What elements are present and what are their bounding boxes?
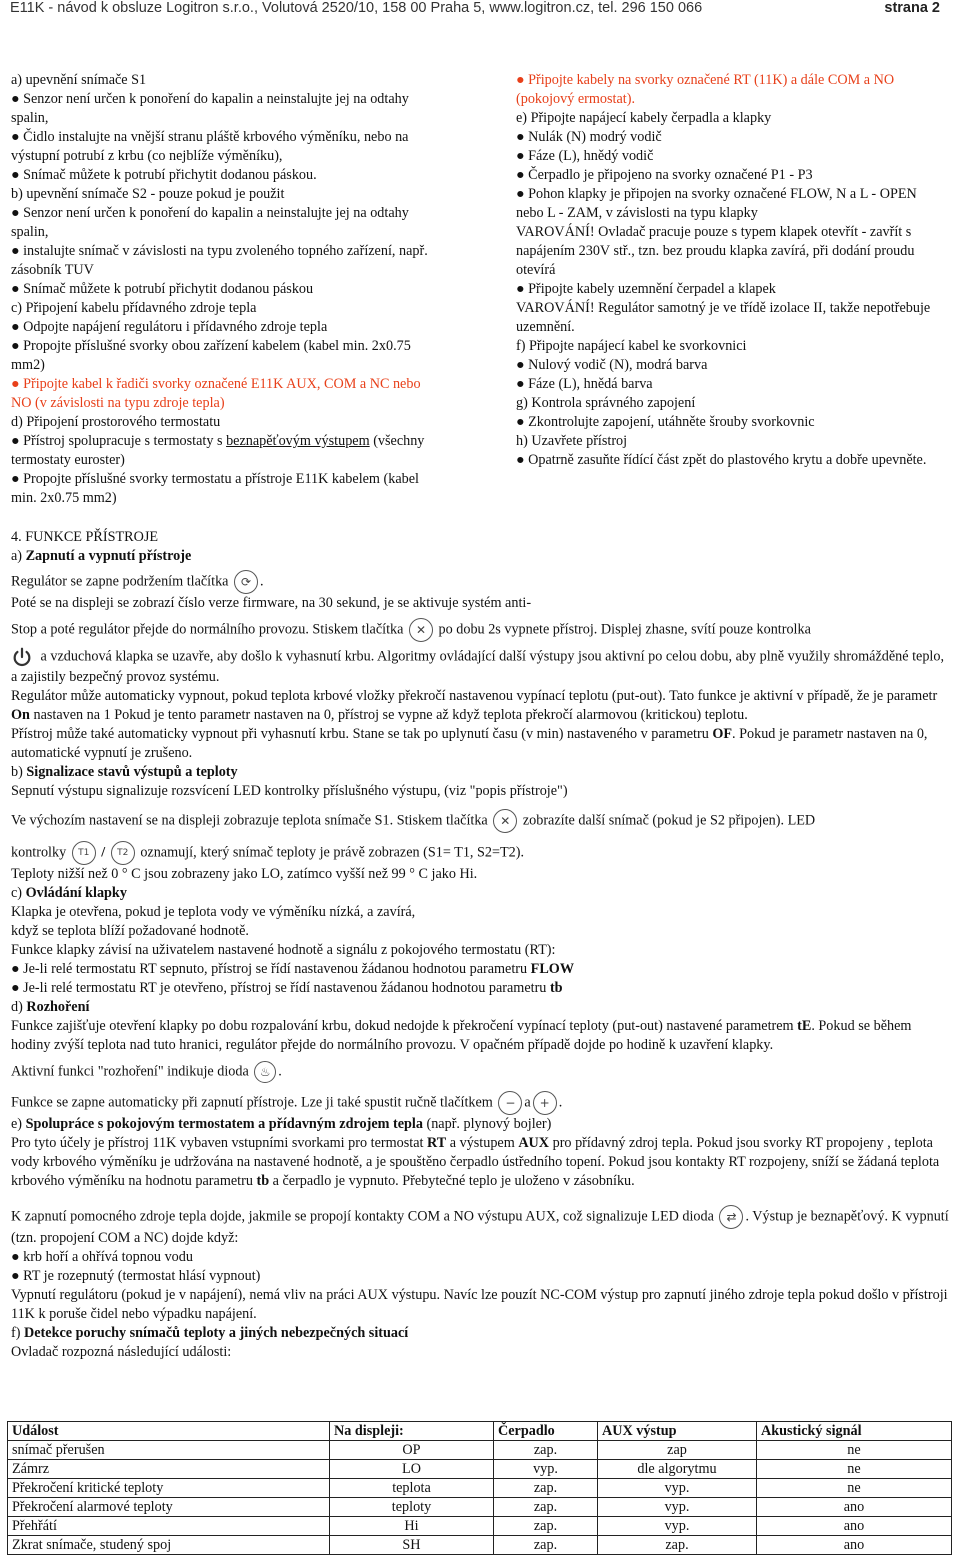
para-ignition-manual: Funkce se zapne automaticky při zapnutí přístroje. Lze ji také spustit ručně tlačítkem − a + .: [11, 1091, 951, 1115]
col-header: AUX výstup: [598, 1422, 757, 1441]
check-item-1: ● Zkontrolujte zapojení, utáhněte šrouby svorkovnic: [516, 414, 815, 430]
s1-item-1: ● Senzor není určen k ponoření do kapalin a neinstalujte jej na odtahy spalin,: [11, 91, 409, 126]
para-aux-off-1: ● krb hoří a ohřívá topnou vodu: [11, 1249, 193, 1265]
para-damper-rt: Funkce klapky závisí na uživatelem nastavené hodnotě a signálu z pokojového termostatu (RT):: [11, 942, 556, 958]
para-damper: Klapka je otevřena, pokud je teplota vody ve výměníku nízká, a zavírá, když se teplota blíží požadované hodnotě.: [11, 904, 416, 939]
para-range: Teploty nižší než 0 ° C jsou zobrazeny jako LO, zatímco vyšší než 99 ° C jako Hi.: [11, 866, 478, 882]
table-row: Zkrat snímače, studený spoj SH zap. zap. ano: [8, 1536, 952, 1555]
pump-item-3: ● Čerpadlo je připojeno na svorky označené P1 - P3: [516, 167, 813, 183]
aux-led-icon: ⇄: [719, 1205, 743, 1229]
para-ignition-led: Aktivní funkci "rozhoření" indikuje dioda ♨ .: [11, 1061, 951, 1083]
para-power-on: Regulátor se zapne podržením tlačítka ⟳ .: [11, 570, 951, 594]
sub-d-title: d) Rozhoření: [11, 999, 90, 1015]
s2-item-1: ● Senzor není určen k ponoření do kapalin a neinstalujte jej na odtahy spalin,: [11, 205, 409, 240]
t2-led-icon: T2: [111, 841, 135, 865]
power-icon: [11, 646, 33, 668]
pump-item-4: ● Pohon klapky je připojen na svorky označené FLOW, N a L - OPEN nebo L - ZAM, v závislosti na typu klapky: [516, 186, 917, 221]
para-t-leds: kontrolky T1 / T2 oznamují, který snímač teploty je právě zobrazen (S1= T1, S2=T2).: [11, 841, 951, 865]
minus-button-icon: −: [498, 1091, 522, 1115]
para-rt-on: ● Je-li relé termostatu RT sepnuto, přístroj se řídí nastavenou žádanou hodnotou parametru FLOW: [11, 961, 575, 977]
x-circle-icon: ✕: [493, 809, 517, 833]
check-title: g) Kontrola správného zapojení: [516, 395, 696, 411]
para-led: a vzduchová klapka se uzavře, aby došlo k vyhasnutí krbu. Algoritmy ovládající další výstupy jsou aktivní po celou dobu, aby plně využily shromážděné teplo, a zajistily bezpečný provoz systému.: [11, 646, 951, 687]
col-header: Akustický signál: [757, 1422, 952, 1441]
flame-icon: ♨: [254, 1061, 276, 1083]
para-ignition-2: hodiny zvýší teplota nad tuto hranici, regulátor přejde do normálního provozu. V opačném případě dojde po hodině k uzavření klapky.: [11, 1037, 774, 1053]
para-off: Přístroj může také automaticky vypnout při vyhasnutí krbu. Stane se tak po uplynutí času (v min) nastaveného v parametru OF. Pokud je parametr nastaven na 0, automatické vypnutí je zrušeno.: [11, 726, 928, 761]
table-row: Překročení kritické teploty teplota zap. vyp. ne: [8, 1479, 952, 1498]
x-circle-icon: ✕: [409, 618, 433, 642]
s1-item-2: ● Čidlo instalujte na vnější stranu pláště krbového výměníku, nebo na výstupní potrubí z krbu (co nejblíže výměníku),: [11, 129, 409, 164]
power-title: f) Připojte napájecí kabel ke svorkovnici: [516, 338, 747, 354]
s1-title: a) upevnění snímače S1: [11, 72, 147, 88]
aux-item-1: ● Odpojte napájení regulátoru i přídavného zdroje tepla: [11, 319, 328, 335]
pump-warning-2: VAROVÁNÍ! Regulátor samotný je ve třídě izolace II, takže nepotřebuje uzemnění.: [516, 300, 931, 335]
para-aux-on: K zapnutí pomocného zdroje tepla dojde, jakmile se propojí kontakty COM a NO výstupu AUX, což signalizuje LED dioda ⇄ . Výstup je beznapěťový. K vypnutí (tzn. propojení COM a NC) dojde když:: [11, 1205, 951, 1248]
rt-item-2: ● Propojte příslušné svorky termostatu a přístroje E11K kabelem (kabel min. 2x0.75 mm2): [11, 471, 419, 506]
t1-led-icon: T1: [72, 841, 96, 865]
pump-item-2: ● Fáze (L), hnědý vodič: [516, 148, 654, 164]
plus-button-icon: +: [533, 1091, 557, 1115]
table-row: snímač přerušen OP zap. zap ne: [8, 1441, 952, 1460]
para-events: Ovladač rozpozná následující události:: [11, 1344, 232, 1360]
header-title: E11K - návod k obsluze Logitron s.r.o., Volutová 2520/10, 158 00 Praha 5, www.logitron.cz, tel. 296 150 066: [10, 0, 703, 16]
sub-b-title: b) Signalizace stavů výstupů a teploty: [11, 764, 238, 780]
para-putout: Regulátor může automaticky vypnout, pokud teplota krbové vložky překročí nastavenou vypínací teplotu (put-out). Tato funkce je aktivní v případě, že je parametr On nastaven na 1 Pokud je tento parametr nastaven na 0, přístroj se vypne až když teplota překročí alarmovou (kritickou) teplotu.: [11, 688, 938, 723]
power-item-1: ● Nulový vodič (N), modrá barva: [516, 357, 708, 373]
col-header: Čerpadlo: [494, 1422, 598, 1441]
para-stop: Stop a poté regulátor přejde do normálního provozu. Stiskem tlačítka ✕ po dobu 2s vypnete přístroj. Displej zhasne, svítí pouze kontrolka: [11, 618, 951, 642]
close-title: h) Uzavřete přístroj: [516, 433, 628, 449]
rt-title: d) Připojení prostorového termostatu: [11, 414, 221, 430]
sub-a-title: a) Zapnutí a vypnutí přístroje: [11, 548, 192, 564]
power-item-2: ● Fáze (L), hnědá barva: [516, 376, 653, 392]
pump-item-5: ● Připojte kabely uzemnění čerpadel a klapek: [516, 281, 776, 297]
section-functions: [11, 528, 951, 1362]
col-header: Událost: [8, 1422, 330, 1441]
table-row: Přehřátí Hi zap. vyp. ano: [8, 1517, 952, 1536]
s2-item-3: ● Snímač můžete k potrubí přichytit dodanou páskou: [11, 281, 314, 297]
para-ignition: Funkce zajišťuje otevření klapky po dobu rozpalování krbu, dokud nedojde k překročení vypínací teploty (put-out) nastavené parametrem tE. Pokud se během: [11, 1018, 912, 1034]
sub-e-title: e) Spolupráce s pokojovým termostatem a přídavným zdrojem tepla (např. plynový bojler): [11, 1116, 552, 1132]
right-column: [516, 71, 946, 470]
aux-item-2: ● Propojte příslušné svorky obou zařízení kabelem (kabel min. 2x0.75 mm2): [11, 338, 411, 373]
para-sensors: Ve výchozím nastavení se na displeji zobrazuje teplota snímače S1. Stiskem tlačítka ✕ zobrazíte další snímač (pokud je S2 připojen). LED: [11, 809, 951, 833]
power-circle-icon: ⟳: [234, 570, 258, 594]
table-row: Překročení alarmové teploty teploty zap. vyp. ano: [8, 1498, 952, 1517]
close-item-1: ● Opatrně zasuňte řídící část zpět do plastového krytu a dobře upevněte.: [516, 452, 927, 468]
page-number: strana 2: [884, 0, 940, 16]
events-table: [7, 1421, 952, 1555]
aux-item-3: ● Připojte kabel k řadiči svorky označené E11K AUX, COM a NC nebo NO (v závislosti na typu zdroje tepla): [11, 376, 421, 411]
aux-title: c) Připojení kabelu přídavného zdroje tepla: [11, 300, 257, 316]
table-header-row: [8, 1422, 952, 1441]
pump-item-1: ● Nulák (N) modrý vodič: [516, 129, 662, 145]
para-rt-off: ● Je-li relé termostatu RT je otevřeno, přístroj se řídí nastavenou žádanou hodnotou parametru tb: [11, 980, 563, 996]
s2-title: b) upevnění snímače S2 - pouze pokud je použit: [11, 186, 285, 202]
section-title: 4. FUNKCE PŘÍSTROJE: [11, 529, 159, 545]
pump-warning-1: VAROVÁNÍ! Ovladač pracuje pouze s typem klapek otevřít - zavřít s napájením 230V stř., tzn. bez proudu klapka zavírá, při dodání proudu otevírá: [516, 224, 915, 278]
left-column: [11, 71, 441, 508]
rt-connect-note: ● Připojte kabely na svorky označené RT (11K) a dále COM a NO (pokojový ermostat).: [516, 72, 895, 107]
para-rt-aux: Pro tyto účely je přístroj 11K vybaven vstupními svorkami pro termostat RT a výstupem AUX pro přídavný zdroj tepla. Pokud jsou svorky RT propojeny , teplota vody krbového výměníku je udržována na nastavené hodnotě, a je spouštěno čerpadlo ústředního topení. Pokud jsou kontakty RT rozpojeny, sníží se žádaná teplota krbového výměníku na hodnotu parametru tb a čerpadlo je vypnuto. Přebytečné teplo je uloženo v zásobníku.: [11, 1135, 940, 1189]
s1-item-3: ● Snímač můžete k potrubí přichytit dodanou páskou.: [11, 167, 317, 183]
pump-title: e) Připojte napájecí kabely čerpadla a klapky: [516, 110, 772, 126]
para-firmware: Poté se na displeji se zobrazí číslo verze firmware, na 30 sekund, je se aktivuje systém anti-: [11, 595, 532, 611]
col-header: Na displeji:: [330, 1422, 494, 1441]
sub-c-title: c) Ovládání klapky: [11, 885, 127, 901]
para-aux-off-2: ● RT je rozepnutý (termostat hlásí vypnout): [11, 1268, 261, 1284]
sub-f-title: f) Detekce poruchy snímačů teploty a jiných nebezpečných situací: [11, 1325, 409, 1341]
s2-item-2: ● instalujte snímač v závislosti na typu zvoleného topného zařízení, např. zásobník TUV: [11, 243, 428, 278]
para-outputs: Sepnutí výstupu signalizuje rozsvícení LED kontrolky příslušného výstupu, (viz "popis přístroje"): [11, 783, 568, 799]
para-aux-note: Vypnutí regulátoru (pokud je v napájení), nemá vliv na práci AUX výstupu. Navíc lze pouzít NC-COM výstup pro zapnutí jiného zdroje tepla pokud došlo v přístroji 11K k poruše čidel nebo výpadku napájení.: [11, 1287, 948, 1322]
table-row: Zámrz LO vyp. dle algorytmu ne: [8, 1460, 952, 1479]
page-header: [10, 0, 954, 18]
rt-item-1: ● Přístroj spolupracuje s termostaty s beznapěťovým výstupem (všechny termostaty euroster): [11, 433, 425, 468]
